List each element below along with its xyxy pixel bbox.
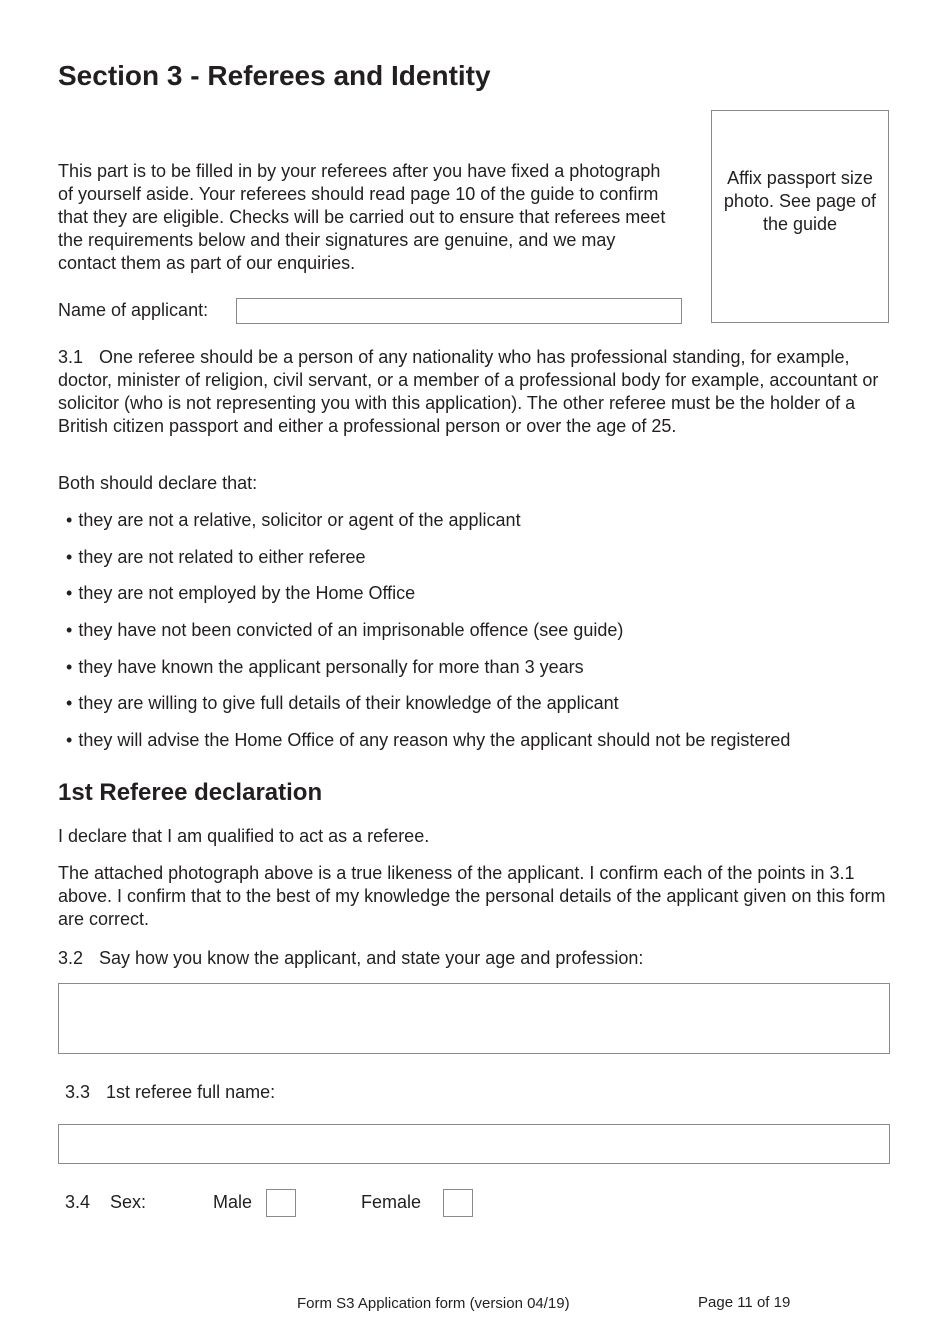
section-3-1-paragraph <box>58 346 888 438</box>
sex-label: Sex: <box>110 1192 147 1212</box>
applicant-name-field[interactable] <box>236 298 682 324</box>
referee-1-heading: 1st Referee declaration <box>58 779 323 806</box>
declaration-item: • they are not employed by the Home Office <box>66 582 790 619</box>
question-3-2-label <box>58 948 643 969</box>
declaration-list <box>66 509 790 766</box>
question-3-3-text: 1st referee full name: <box>106 1082 276 1102</box>
question-3-2-text: Say how you know the applicant, and state your age and profession: <box>99 948 644 968</box>
female-checkbox[interactable] <box>443 1189 473 1217</box>
question-3-3-number: 3.3 <box>65 1082 91 1102</box>
female-label: Female <box>361 1192 422 1212</box>
applicant-name-label: Name of applicant: <box>58 300 209 320</box>
photo-likeness-statement: The attached photograph above is a true likeness of the applicant. I confirm each of the points in 3.1 above. I confirm that to the best of my knowledge the personal details of the applicant given on this form are correct. <box>58 863 886 929</box>
section-3-1-number: 3.1 <box>58 347 84 367</box>
both-declare-label: Both should declare that: <box>58 473 258 493</box>
male-checkbox[interactable] <box>266 1189 296 1217</box>
declaration-item: • they will advise the Home Office of any reason why the applicant should not be registered <box>66 729 790 766</box>
male-label: Male <box>213 1192 253 1212</box>
referee-full-name-field[interactable] <box>58 1124 890 1164</box>
page-title: Section 3 - Referees and Identity <box>58 60 491 91</box>
declaration-item: • they have known the applicant personally for more than 3 years <box>66 656 790 693</box>
passport-photo-instruction: Affix passport size photo. See page of the guide <box>723 168 877 234</box>
declaration-item: • they are not related to either referee <box>66 546 790 583</box>
declaration-item: • they have not been convicted of an imprisonable offence (see guide) <box>66 619 790 656</box>
question-3-4-number: 3.4 <box>65 1192 91 1212</box>
declaration-item: • they are willing to give full details of their knowledge of the applicant <box>66 692 790 729</box>
section-3-1-text: One referee should be a person of any nationality who has professional standing, for example, doctor, minister of religion, civil servant, or a member of a professional body for example, accountant or solicitor (who is not representing you with this application). The other referee must be the holder of a British citizen passport and either a professional person or over the age of 25. <box>58 347 879 436</box>
question-3-3-label <box>65 1082 275 1103</box>
intro-paragraph: This part is to be filled in by your referees after you have fixed a photograph of yourself aside. Your referees should read page 10 of the guide to confirm that they are eligible. Checks will be carried out to ensure that referees meet the requirements below and their signatures are genuine, and we may contact them as part of our enquiries. <box>58 161 666 273</box>
question-3-2-number: 3.2 <box>58 948 84 968</box>
how-you-know-field[interactable] <box>58 983 890 1054</box>
footer-page-number: Page 11 of 19 <box>698 1294 791 1311</box>
passport-photo-box <box>711 110 889 323</box>
qualified-statement: I declare that I am qualified to act as a referee. <box>58 826 430 846</box>
declaration-item: • they are not a relative, solicitor or agent of the applicant <box>66 509 790 546</box>
footer-form-version: Form S3 Application form (version 04/19) <box>297 1295 570 1312</box>
